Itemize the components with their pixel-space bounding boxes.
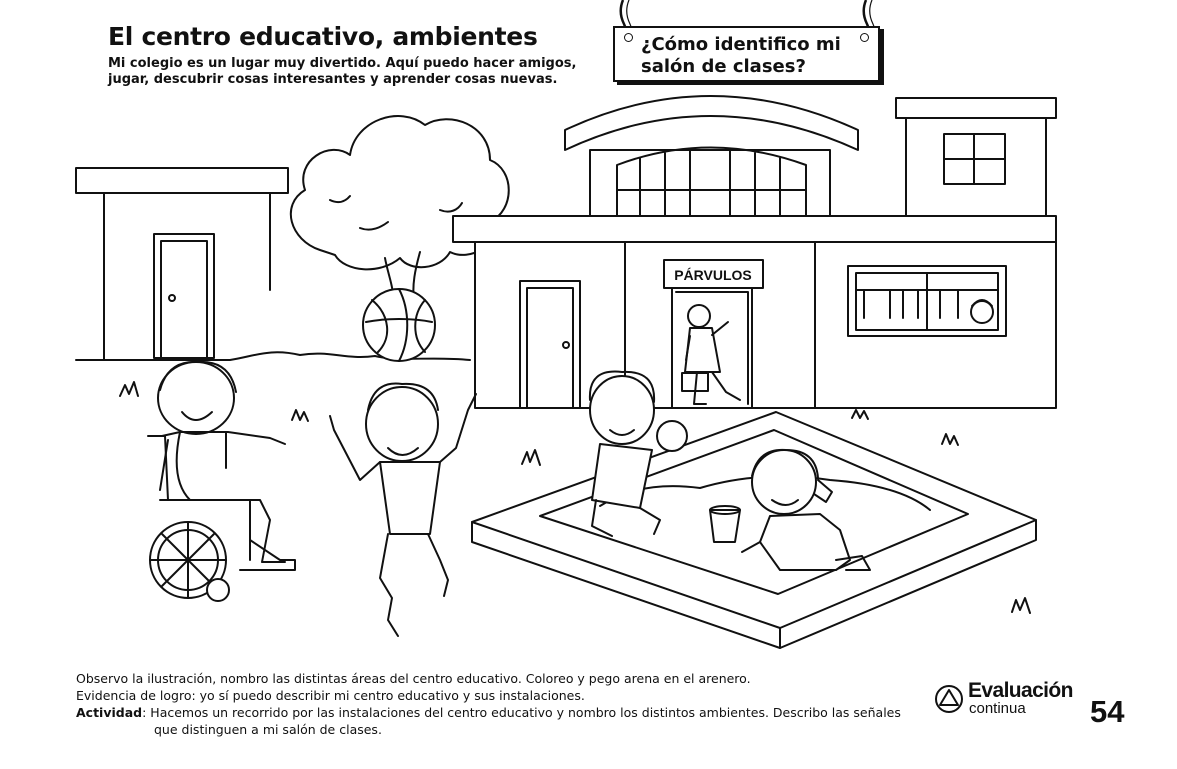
sign-line-2: salón de clases?	[641, 56, 806, 77]
wheelchair-icon	[148, 436, 295, 601]
classroom-sign-label: PÁRVULOS	[674, 267, 752, 283]
bucket-icon	[710, 506, 740, 542]
badge-subtitle: continua	[969, 700, 1026, 717]
door-icon	[154, 234, 214, 358]
evaluation-badge	[934, 680, 1074, 720]
building-icon	[76, 168, 288, 360]
door-icon	[520, 281, 580, 408]
page-number: 54	[1090, 694, 1125, 729]
child-icon	[971, 300, 993, 323]
activity-text: : Hacemos un recorrido por las instalaciones del centro educativo y nombro los distintos ambientes. Describo las señales	[142, 705, 901, 720]
intro-text: Mi colegio es un lugar muy divertido. Aquí puedo hacer amigos, jugar, descubrir cosas interesantes y aprender cosas nuevas.	[108, 56, 577, 87]
sandbox-icon	[472, 412, 1036, 648]
activity-continuation: que distinguen a mi salón de clases.	[154, 722, 382, 737]
instructions	[76, 670, 936, 738]
instruction-line: Observo la ilustración, nombro las distintas áreas del centro educativo. Coloreo y pego arena en el arenero.	[76, 671, 751, 686]
badge-title: Evaluación	[968, 679, 1073, 702]
beach-ball-icon	[363, 289, 435, 361]
building-icon	[453, 96, 1056, 408]
activity-line	[76, 704, 936, 721]
activity-label: Actividad	[76, 705, 143, 720]
page-title: El centro educativo, ambientes	[108, 22, 538, 51]
sign-line-1: ¿Cómo identifico mi	[641, 34, 841, 55]
child-icon	[330, 384, 476, 636]
achievement-evidence: Evidencia de logro: yo sí puedo describir mi centro educativo y sus instalaciones.	[76, 688, 585, 703]
triangle-circle-icon	[934, 684, 964, 714]
